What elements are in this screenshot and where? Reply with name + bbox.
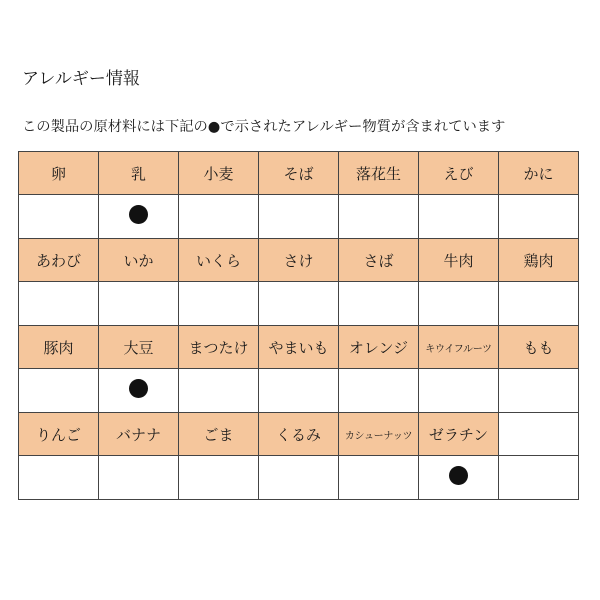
empty-cell: [499, 413, 579, 456]
allergen-mark-cell: [419, 369, 499, 413]
allergen-name-cell: バナナ: [99, 413, 179, 456]
allergen-mark-cell: [19, 195, 99, 239]
allergen-name-cell: えび: [419, 152, 499, 195]
allergen-mark-cell: [339, 195, 419, 239]
allergen-name-cell: ゼラチン: [419, 413, 499, 456]
allergen-name-cell: 豚肉: [19, 326, 99, 369]
contains-mark-icon: [449, 466, 468, 485]
allergen-name-cell: 牛肉: [419, 239, 499, 282]
allergen-mark-cell: [99, 195, 179, 239]
allergen-mark-row: [19, 282, 579, 326]
allergen-name-cell: 乳: [99, 152, 179, 195]
allergen-mark-cell: [499, 195, 579, 239]
allergen-mark-cell: [179, 456, 259, 500]
allergen-mark-cell: [259, 369, 339, 413]
allergen-name-cell: さば: [339, 239, 419, 282]
allergen-mark-cell: [99, 456, 179, 500]
allergen-name-cell: 大豆: [99, 326, 179, 369]
allergen-name-cell: 卵: [19, 152, 99, 195]
contains-mark-icon: [129, 379, 148, 398]
allergen-name-cell: まつたけ: [179, 326, 259, 369]
allergen-mark-row: [19, 456, 579, 500]
allergen-name-cell: 小麦: [179, 152, 259, 195]
allergen-mark-cell: [339, 456, 419, 500]
allergen-mark-cell: [19, 369, 99, 413]
allergen-name-cell: そば: [259, 152, 339, 195]
allergen-mark-cell: [19, 282, 99, 326]
contains-mark-icon: [129, 205, 148, 224]
allergen-mark-cell: [339, 282, 419, 326]
allergen-mark-cell: [259, 195, 339, 239]
allergen-name-cell: 落花生: [339, 152, 419, 195]
allergen-name-cell: かに: [499, 152, 579, 195]
allergen-name-cell: いか: [99, 239, 179, 282]
allergen-name-cell: ごま: [179, 413, 259, 456]
allergen-name-cell: キウイフルーツ: [419, 326, 499, 369]
allergen-mark-row: [19, 369, 579, 413]
allergen-name-cell: オレンジ: [339, 326, 419, 369]
allergen-name-row: [19, 239, 579, 282]
allergen-mark-cell: [179, 369, 259, 413]
allergen-mark-cell: [179, 282, 259, 326]
allergen-mark-cell: [499, 456, 579, 500]
allergen-name-cell: くるみ: [259, 413, 339, 456]
allergen-name-cell: 鶏肉: [499, 239, 579, 282]
allergen-mark-cell: [419, 282, 499, 326]
allergen-name-row: [19, 152, 579, 195]
allergen-mark-cell: [419, 195, 499, 239]
allergen-mark-cell: [259, 282, 339, 326]
allergen-name-cell: もも: [499, 326, 579, 369]
allergen-name-row: [19, 326, 579, 369]
allergen-name-cell: あわび: [19, 239, 99, 282]
allergen-name-cell: カシューナッツ: [339, 413, 419, 456]
allergen-mark-cell: [99, 282, 179, 326]
page-title: アレルギー情報: [22, 69, 140, 89]
allergen-name-cell: いくら: [179, 239, 259, 282]
allergen-name-cell: やまいも: [259, 326, 339, 369]
allergen-mark-cell: [259, 456, 339, 500]
allergen-mark-cell: [499, 369, 579, 413]
allergen-name-row: [19, 413, 579, 456]
allergen-mark-cell: [419, 456, 499, 500]
allergen-mark-cell: [499, 282, 579, 326]
allergen-mark-cell: [339, 369, 419, 413]
allergen-name-cell: りんご: [19, 413, 99, 456]
allergen-table: [18, 151, 579, 500]
allergen-description: この製品の原材料には下記の●で示されたアレルギー物質が含まれています: [22, 119, 506, 135]
allergen-mark-row: [19, 195, 579, 239]
allergen-mark-cell: [19, 456, 99, 500]
allergen-name-cell: さけ: [259, 239, 339, 282]
allergen-mark-cell: [99, 369, 179, 413]
allergen-mark-cell: [179, 195, 259, 239]
